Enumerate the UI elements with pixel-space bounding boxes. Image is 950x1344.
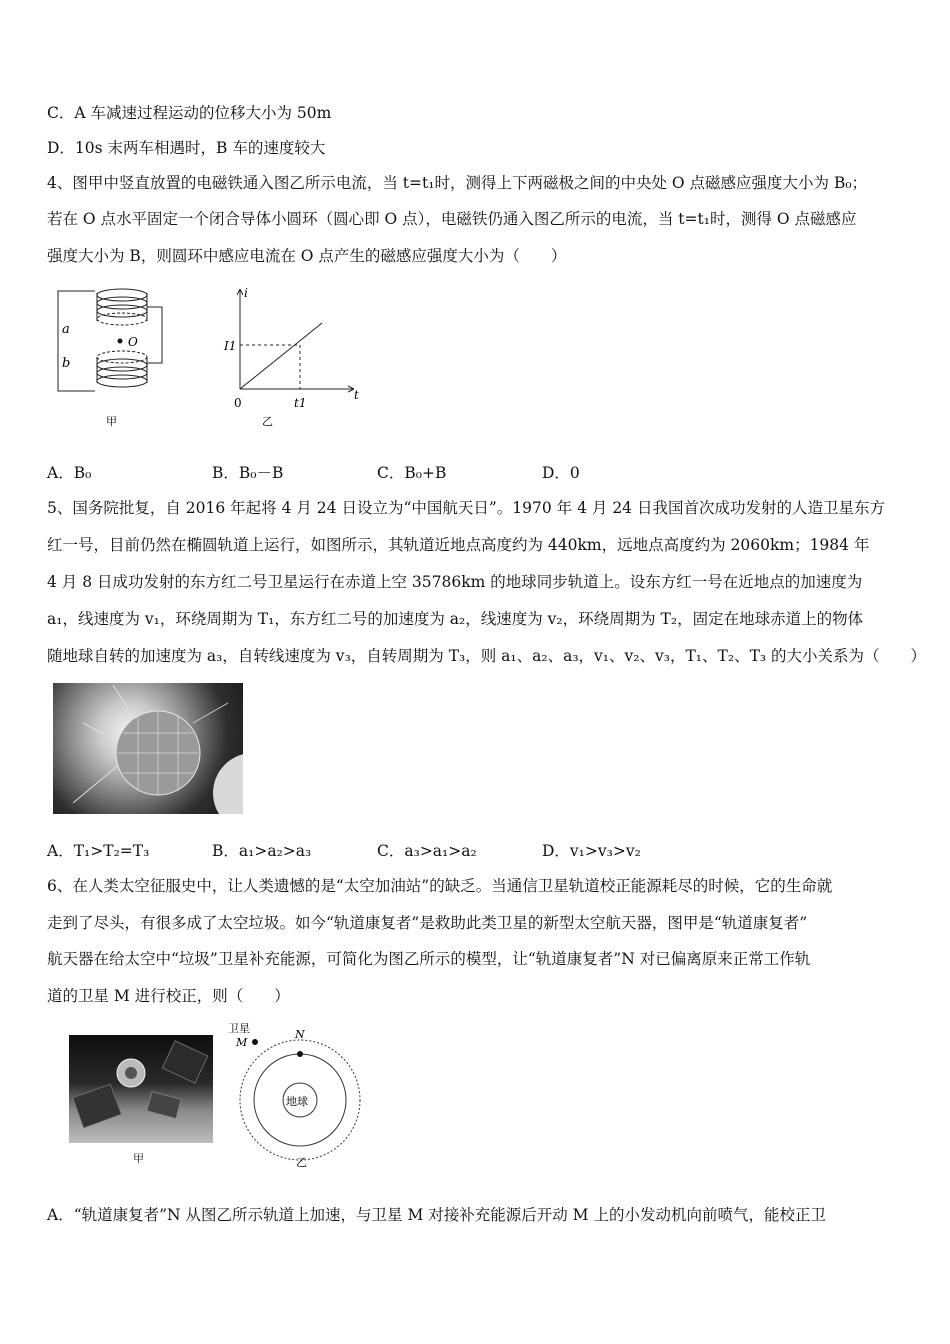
label-a: a: [62, 322, 70, 337]
label-i1: I1: [224, 339, 237, 353]
q6-text-line4: 道的卫星 M 进行校正，则（ ）: [47, 987, 290, 1005]
q5-option-c: C．a₃>a₁>a₂: [377, 842, 477, 860]
q6-text-line2: 走到了尽头，有很多成了太空垃圾。如今“轨道康复者”是救助此类卫星的新型太空航天器，图甲是“轨道康复者”: [47, 914, 808, 932]
q4-text-line2: 若在 O 点水平固定一个闭合导体小圆环（圆心即 O 点），电磁铁仍通入图乙所示的电流，当 t=t₁时，测得 O 点磁感应: [47, 210, 857, 228]
q5-text-line4: a₁，线速度为 v₁，环绕周期为 T₁，东方红二号的加速度为 a₂，线速度为 v₂，环绕周期为 T₂，固定在地球赤道上的物体: [47, 610, 864, 628]
q4-figure-current-graph: [222, 283, 367, 433]
q4-text-line1: 4、图甲中竖直放置的电磁铁通入图乙所示电流，当 t=t₁时，测得上下两磁极之间的中央处 O 点磁感应强度大小为 B₀；: [47, 174, 868, 192]
label-t1: t1: [294, 396, 307, 410]
q6-text-line3: 航天器在给太空中“垃圾”卫星补充能源，可简化为图乙所示的模型，让“轨道康复者”N 对已偏离原来正常工作轨: [47, 950, 811, 968]
satellite-n-marker: [297, 1051, 303, 1057]
q3-option-c: C．A 车减速过程运动的位移大小为 50m: [47, 104, 332, 122]
caption-jia-q6: 甲: [133, 1152, 144, 1165]
q4-text-line3: 强度大小为 B，则圆环中感应电流在 O 点产生的磁感应强度大小为（ ）: [47, 247, 567, 265]
q5-text-line3: 4 月 8 日成功发射的东方红二号卫星运行在赤道上空 35786km 的地球同步轨道上。设东方红一号在近地点的加速度为: [47, 573, 863, 591]
q5-option-a: A．T₁>T₂=T₃: [47, 842, 150, 860]
q4-option-c: C．B₀+B: [377, 464, 447, 482]
axis-label-i: i: [244, 286, 248, 300]
satellite-m-marker: [252, 1039, 258, 1045]
orbital-servicing-photo: [69, 1035, 213, 1143]
earth-label: 地球: [286, 1095, 308, 1108]
q5-text-line5: 随地球自转的加速度为 a₃，自转线速度为 v₃，自转周期为 T₃，则 a₁、a₂、a₃，v₁、v₂、v₃，T₁、T₂、T₃ 的大小关系为（ ）: [47, 647, 927, 665]
q5-text-line1: 5、国务院批复，自 2016 年起将 4 月 24 日设立为“中国航天日”。1970 年 4 月 24 日我国首次成功发射的人造卫星东方: [47, 499, 885, 517]
q4-option-d: D．0: [542, 464, 580, 482]
caption-yi-q6: 乙: [296, 1156, 307, 1169]
caption-yi: 乙: [262, 415, 273, 428]
q3-option-d: D．10s 末两车相遇时，B 车的速度较大: [47, 139, 326, 157]
q6-text-line1: 6、在人类太空征服史中，让人类遗憾的是“太空加油站”的缺乏。当通信卫星轨道校正能源耗尽的时候，它的生命就: [47, 877, 833, 895]
label-o: O: [128, 335, 138, 349]
caption-jia: 甲: [106, 415, 117, 428]
q6-orbit-diagram: [222, 1020, 362, 1170]
q5-option-d: D．v₁>v₃>v₂: [542, 842, 641, 860]
q4-option-b: B．B₀－B: [212, 464, 284, 482]
current-line: [240, 323, 322, 389]
satellite-photo: [53, 683, 243, 814]
point-o-marker: [118, 339, 123, 344]
axis-label-t: t: [354, 388, 359, 402]
label-origin: 0: [234, 396, 242, 410]
q5-text-line2: 红一号，目前仍然在椭圆轨道上运行，如图所示，其轨道近地点高度约为 440km，远地点高度约为 2060km；1984 年: [47, 536, 870, 554]
satellite-label: 卫星: [228, 1022, 250, 1035]
q4-figure-electromagnet: [50, 283, 180, 433]
label-m: M: [236, 1036, 248, 1049]
label-n: N: [295, 1028, 305, 1041]
q5-option-b: B．a₁>a₂>a₃: [212, 842, 312, 860]
q6-option-a: A．“轨道康复者”N 从图乙所示轨道上加速，与卫星 M 对接补充能源后开动 M 上的小发动机向前喷气，能校正卫: [47, 1206, 826, 1224]
q4-option-a: A．B₀: [47, 464, 92, 482]
label-b: b: [62, 356, 71, 371]
